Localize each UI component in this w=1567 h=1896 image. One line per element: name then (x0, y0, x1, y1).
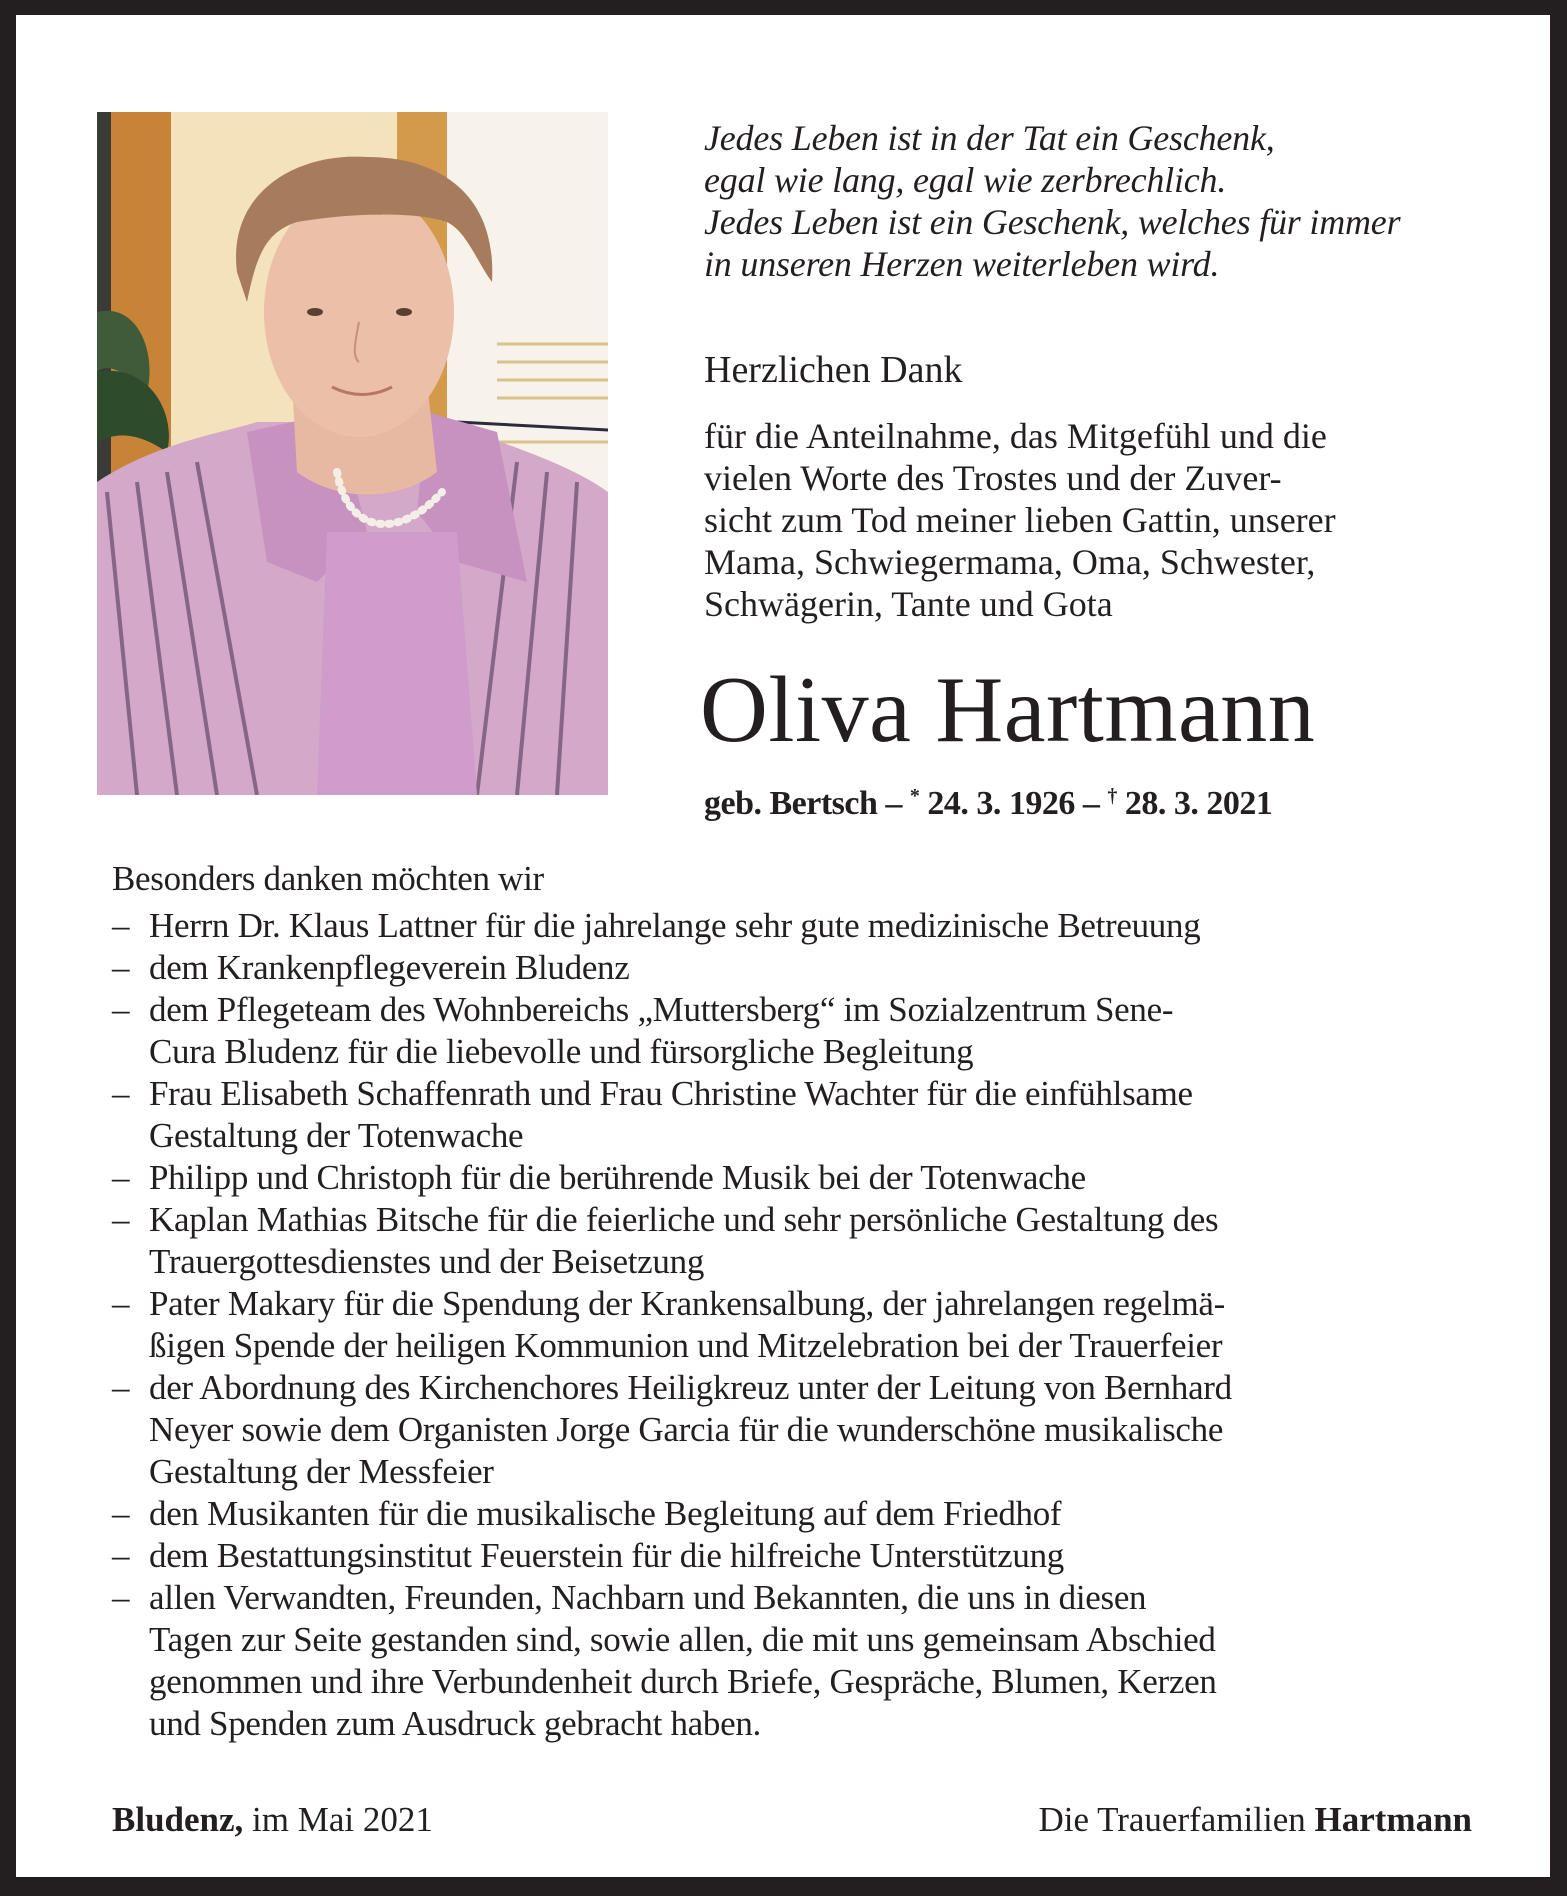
thanks-item-line: Trauergottesdienstes und der Beisetzung (149, 1242, 705, 1281)
poem-line: egal wie lang, egal wie zerbrechlich. (704, 160, 1227, 200)
thanks-item-line: dem Bestattungsinstitut Feuerstein für die hilfreiche Unterstützung (149, 1536, 1064, 1575)
thanks-item-line: dem Pflegeteam des Wohnbereichs „Muttersberg“ im Sozialzentrum Sene- (149, 990, 1174, 1029)
thanks-item-line: ßigen Spende der heiligen Kommunion und Mitzelebration bei der Trauerfeier (149, 1326, 1223, 1365)
thanks-list-item (112, 1199, 1488, 1283)
date: im Mai 2021 (243, 1800, 433, 1839)
thanks-list-item (112, 1073, 1488, 1157)
dash-bullet-icon: – (112, 990, 130, 1029)
obituary-page (16, 15, 1550, 1877)
poem (704, 117, 1504, 285)
separator: – (877, 785, 910, 822)
thanks-list-item (112, 1493, 1488, 1535)
dash-bullet-icon: – (112, 1074, 130, 1113)
thanks-heading: Herzlichen Dank (704, 349, 963, 391)
special-thanks-intro: Besonders danken möchten wir (112, 859, 544, 898)
thanks-list-item (112, 1577, 1488, 1745)
thanks-list-item (112, 905, 1488, 947)
intro-line: sicht zum Tod meiner lieben Gattin, unserer (704, 500, 1336, 540)
thanks-item-line: Kaplan Mathias Bitsche für die feierliche und sehr persönliche Gestaltung des (149, 1200, 1219, 1239)
poem-line: Jedes Leben ist in der Tat ein Geschenk, (704, 118, 1275, 158)
separator: – (1074, 785, 1108, 822)
thanks-item-line: Herrn Dr. Klaus Lattner für die jahrelange sehr gute medizinische Betreuung (149, 906, 1201, 945)
dash-bullet-icon: – (112, 1158, 130, 1197)
intro-line: vielen Worte des Trostes und der Zuver- (704, 458, 1282, 498)
thanks-item-line: allen Verwandten, Freunden, Nachbarn und Bekannten, die uns in diesen (149, 1578, 1147, 1617)
intro-line: Schwägerin, Tante und Gota (704, 584, 1113, 624)
thanks-list-item (112, 947, 1488, 989)
death-cross-icon: † (1107, 785, 1117, 807)
thanks-item-line: Philipp und Christoph für die berührende Musik bei der Totenwache (149, 1158, 1086, 1197)
thanks-item-line: Gestaltung der Totenwache (149, 1116, 524, 1155)
poem-line: Jedes Leben ist ein Geschenk, welches für immer (704, 202, 1401, 242)
birth-date: 24. 3. 1926 (919, 785, 1075, 822)
thanks-list-item (112, 1367, 1488, 1493)
thanks-item-line: Tagen zur Seite gestanden sind, sowie allen, die mit uns gemeinsam Abschied (149, 1620, 1216, 1659)
thanks-item-line: und Spenden zum Ausdruck gebracht haben. (149, 1704, 762, 1743)
thanks-list-item (112, 1157, 1488, 1199)
dash-bullet-icon: – (112, 1368, 130, 1407)
dash-bullet-icon: – (112, 1536, 130, 1575)
thanks-item-line: Pater Makary für die Spendung der Krankensalbung, der jahrelangen regelmä- (149, 1284, 1225, 1323)
thanks-intro-paragraph (704, 415, 1487, 625)
place-date (112, 1799, 433, 1841)
birth-star-icon: * (909, 785, 920, 807)
dash-bullet-icon: – (112, 1284, 130, 1323)
intro-line: Mama, Schwiegermama, Oma, Schwester, (704, 542, 1316, 582)
thanks-list-item (112, 1535, 1488, 1577)
portrait-illustration (97, 112, 608, 795)
dash-bullet-icon: – (112, 948, 130, 987)
special-thanks-list (112, 905, 1488, 1745)
thanks-item-line: Cura Bludenz für die liebevolle und fürsorgliche Begleitung (149, 1032, 974, 1071)
family-signature (1038, 1799, 1472, 1841)
thanks-item-line: Gestaltung der Messfeier (149, 1452, 494, 1491)
thanks-item-line: der Abordnung des Kirchenchores Heiligkreuz unter der Leitung von Bernhard (149, 1368, 1232, 1407)
dash-bullet-icon: – (112, 1494, 130, 1533)
death-date: 28. 3. 2021 (1116, 785, 1273, 822)
thanks-item-line: genommen und ihre Verbundenheit durch Briefe, Gespräche, Blumen, Kerzen (149, 1662, 1217, 1701)
thanks-item-line: den Musikanten für die musikalische Begleitung auf dem Friedhof (149, 1494, 1062, 1533)
place: Bludenz, (112, 1800, 244, 1839)
thanks-list-item (112, 989, 1488, 1073)
portrait-photo (97, 112, 608, 795)
thanks-item-line: dem Krankenpflegeverein Bludenz (149, 948, 630, 987)
family-prefix: Die Trauerfamilien (1038, 1800, 1315, 1839)
dash-bullet-icon: – (112, 906, 130, 945)
dash-bullet-icon: – (112, 1578, 130, 1617)
thanks-item-line: Frau Elisabeth Schaffenrath und Frau Christine Wachter für die einfühlsame (149, 1074, 1193, 1113)
poem-line: in unseren Herzen weiterleben wird. (704, 244, 1220, 284)
dash-bullet-icon: – (112, 1200, 130, 1239)
deceased-name: Oliva Hartmann (700, 658, 1316, 762)
thanks-list-item (112, 1283, 1488, 1367)
maiden-name: geb. Bertsch (704, 785, 878, 822)
family-name: Hartmann (1314, 1800, 1472, 1839)
life-dates (704, 775, 1272, 825)
thanks-item-line: Neyer sowie dem Organisten Jorge Garcia für die wunderschöne musikalische (149, 1410, 1224, 1449)
intro-line: für die Anteilnahme, das Mitgefühl und die (704, 416, 1327, 456)
